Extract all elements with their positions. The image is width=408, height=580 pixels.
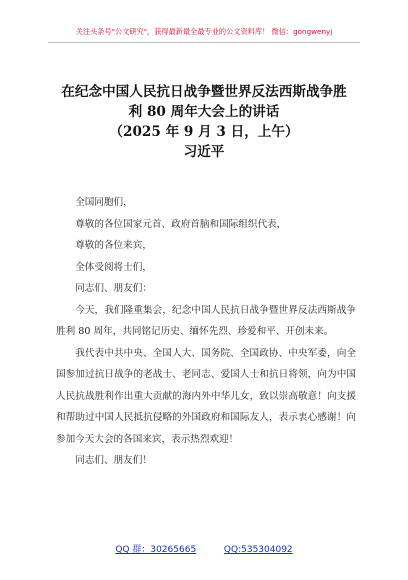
footer-contact [0, 542, 408, 555]
greeting-line: 同志们、朋友们： [75, 283, 152, 294]
title-line-1: 在纪念中国人民抗日战争暨世界反法西斯战争胜 [61, 84, 347, 100]
closing-line: 同志们、朋友们！ [75, 455, 152, 466]
greeting-line: 全国同胞们， [75, 197, 133, 208]
greeting-line: 尊敬的各位来宾， [75, 240, 152, 251]
body-paragraph: 我代表中共中央、全国人大、国务院、全国政协、中央军委，向全国参加过抗日战争的老战士、老同志、爱国人士和抗日将领，向为中国人民抗战胜利作出重大贡献的海内外中华儿女，致以崇高敬意！向支援和帮助过中国人民抵抗侵略的外国政府和国际友人，表示衷心感谢！向参加今天大会的各国来宾，表示热烈欢迎！ [56, 347, 356, 445]
header-divider [48, 42, 360, 43]
greeting-line: 全体受阅将士们， [75, 261, 152, 273]
greeting-line: 尊敬的各位国家元首、政府首脑和国际组织代表， [75, 218, 287, 230]
title-line-2: 利 80 周年大会上的讲话 [128, 104, 280, 120]
qq-contact-link[interactable]: QQ:535304092 [223, 545, 293, 555]
speech-title [40, 82, 368, 162]
title-date: （2025 年 9 月 3 日，上午） [109, 124, 299, 140]
speech-body [56, 192, 356, 472]
promo-banner: 关注头条号"公文研究"，获得最新最全最专业的公文资料库！ 微信：gongwenyj [75, 27, 333, 36]
title-author: 习近平 [183, 144, 225, 160]
qq-group-link[interactable]: QQ 群：30265665 [115, 545, 197, 555]
body-paragraph: 今天，我们隆重集会，纪念中国人民抗日战争暨世界反法西斯战争胜利 80 周年，共同铭记历史、缅怀先烈、珍爱和平、开创未来。 [56, 304, 356, 337]
